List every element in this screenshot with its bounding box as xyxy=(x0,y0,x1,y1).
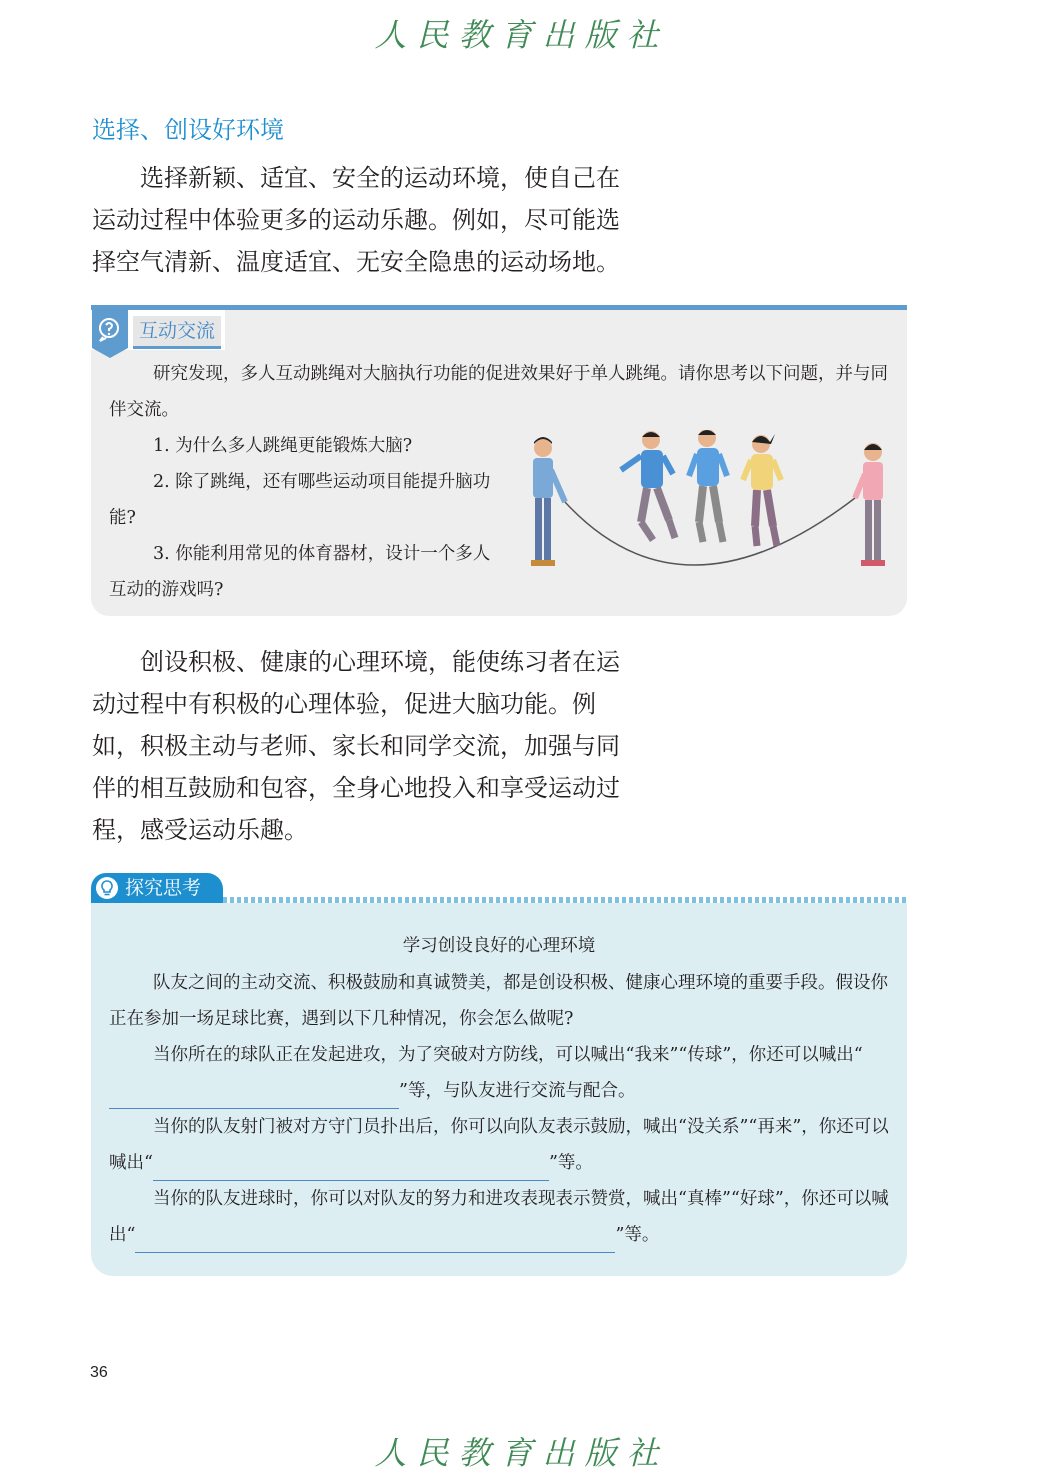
situation-2-text: 当你的队友射门被对方守门员扑出后，你可以向队友表示鼓励，喊出“没关系”“再来”，你还可以喊出“ xyxy=(109,1117,889,1173)
lightbulb-icon xyxy=(95,876,119,900)
inquiry-situation-1 xyxy=(109,1037,894,1109)
interaction-intro: 研究发现，多人互动跳绳对大脑执行功能的促进效果好于单人跳绳。请你思考以下问题，并与同伴交流。 xyxy=(109,364,888,420)
rope-jumping-illustration xyxy=(523,430,895,590)
question-2: 2. 除了跳绳，还有哪些运动项目能提升脑功能? xyxy=(109,472,491,528)
interaction-tag xyxy=(91,310,225,350)
rope-holder-right xyxy=(855,443,885,566)
inquiry-box xyxy=(91,873,907,1276)
section-title: 选择、创设好环境 xyxy=(92,116,284,144)
question-1: 1. 为什么多人跳绳更能锻炼大脑? xyxy=(153,436,413,456)
jumper-3 xyxy=(743,434,781,546)
rope-holder-left xyxy=(531,437,565,566)
inquiry-intro: 队友之间的主动交流、积极鼓励和真诚赞美，都是创设积极、健康心理环境的重要手段。假设你正在参加一场足球比赛，遇到以下几种情况，你会怎么做呢? xyxy=(109,973,888,1029)
answer-blank-3[interactable] xyxy=(135,1228,615,1253)
publisher-logo-bottom: 人民教育出版社 xyxy=(374,1434,669,1472)
situation-2-tail: ”等。 xyxy=(548,1153,593,1173)
chat-question-icon xyxy=(92,310,128,358)
paragraph-environment: 选择新颖、适宜、安全的运动环境，使自己在运动过程中体验更多的运动乐趣。例如，尽可能选择空气清新、温度适宜、无安全隐患的运动场地。 xyxy=(92,164,620,276)
paragraph-mental-environment: 创设积极、健康的心理环境，能使练习者在运动过程中有积极的心理体验，促进大脑功能。例如，积极主动与老师、家长和同学交流，加强与同伴的相互鼓励和包容，全身心地投入和享受运动过程，感受运动乐趣。 xyxy=(92,648,620,844)
answer-blank-2[interactable] xyxy=(153,1156,549,1181)
jumper-2 xyxy=(689,430,727,542)
interaction-box xyxy=(91,305,907,616)
publisher-logo-top: 人民教育出版社 xyxy=(374,16,669,54)
answer-blank-1[interactable] xyxy=(109,1084,399,1109)
inquiry-tag xyxy=(91,873,223,903)
situation-1-tail: ”等，与队友进行交流与配合。 xyxy=(399,1081,636,1101)
question-3: 3. 你能利用常见的体育器材，设计一个多人互动的游戏吗? xyxy=(109,544,491,600)
inquiry-title: 学习创设良好的心理环境 xyxy=(402,936,596,956)
inquiry-body xyxy=(91,903,907,1276)
situation-1-text: 当你所在的球队正在发起进攻，为了突破对方防线，可以喊出“我来”“传球”，你还可以喊出“ xyxy=(153,1045,863,1065)
inquiry-tag-label: 探究思考 xyxy=(125,877,202,899)
situation-3-text: 当你的队友进球时，你可以对队友的努力和进攻表现表示赞赏，喊出“真棒”“好球”，你还可以喊出“ xyxy=(109,1189,889,1245)
interaction-tag-label: 互动交流 xyxy=(133,316,221,349)
inquiry-situation-3 xyxy=(109,1181,894,1253)
page-number: 36 xyxy=(90,1364,108,1381)
jumper-1 xyxy=(621,431,675,540)
situation-3-tail: ”等。 xyxy=(615,1225,660,1245)
inquiry-situation-2 xyxy=(109,1109,894,1181)
